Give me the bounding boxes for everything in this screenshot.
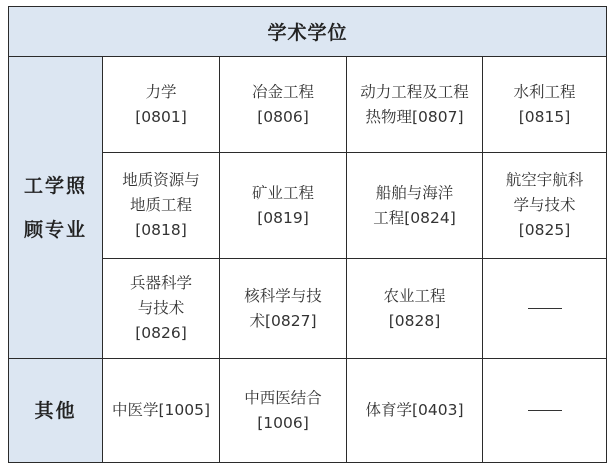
subject-text-line: [1006] [257, 413, 309, 432]
subject-cell [103, 153, 220, 259]
subject-text-line: 与技术 [137, 299, 185, 317]
subject-text-line: 中医学[1005] [111, 401, 211, 419]
degree-table-wrapper [8, 6, 606, 462]
subject-cell [483, 153, 607, 259]
subject-cell [103, 259, 220, 359]
category-other: 其他 [9, 359, 103, 463]
category-engineering-line1: 工学照 [23, 174, 87, 197]
subject-text-line: 工程[0824] [373, 208, 456, 227]
subject-text-line: 矿业工程 [251, 183, 314, 202]
subject-text-line: 船舶与海洋 [375, 183, 454, 202]
subject-cell [220, 153, 347, 259]
subject-cell [220, 259, 347, 359]
subject-text-line: 地质资源与 [122, 171, 200, 189]
empty-cell-dash [528, 410, 562, 411]
subject-text-line: 体育学[0403] [365, 401, 464, 419]
subject-cell [347, 359, 483, 463]
subject-text-line: [0818] [135, 221, 187, 239]
subject-text-line: 学与技术 [513, 196, 576, 214]
subject-cell [103, 57, 220, 153]
subject-text-line: 核科学与技 [244, 286, 322, 305]
subject-cell [220, 359, 347, 463]
subject-text-line: [0815] [518, 107, 571, 126]
table-title: 学术学位 [9, 7, 607, 57]
subject-text-line: 航空宇航科 [505, 171, 584, 189]
subject-cell [483, 259, 607, 359]
degree-table [8, 6, 607, 463]
subject-text-line: 农业工程 [383, 286, 446, 305]
category-engineering-line2: 顾专业 [23, 218, 87, 241]
subject-text-line: 水利工程 [513, 82, 576, 101]
subject-cell [347, 153, 483, 259]
category-engineering [9, 57, 103, 359]
subject-cell [347, 259, 483, 359]
subject-text-line: [0825] [518, 221, 571, 239]
subject-text-line: [0801] [135, 107, 187, 126]
subject-text-line: [0828] [388, 311, 441, 330]
subject-text-line: 兵器科学 [129, 274, 192, 292]
subject-cell [347, 57, 483, 153]
subject-text-line: 冶金工程 [251, 82, 314, 101]
subject-text-line: 热物理[0807] [365, 107, 464, 126]
empty-cell-dash [528, 308, 562, 309]
subject-text-line: 动力工程及工程 [360, 82, 469, 101]
subject-text-line: 地质工程 [129, 196, 192, 214]
subject-text-line: [0819] [257, 208, 309, 227]
subject-text-line: 力学 [145, 82, 177, 101]
subject-text-line: [0806] [257, 107, 309, 126]
subject-text-line: 术[0827] [249, 311, 317, 330]
subject-text-line: 中西医结合 [244, 388, 322, 407]
subject-cell [220, 57, 347, 153]
subject-cell [103, 359, 220, 463]
subject-cell [483, 359, 607, 463]
subject-text-line: [0826] [135, 324, 187, 342]
subject-cell [483, 57, 607, 153]
